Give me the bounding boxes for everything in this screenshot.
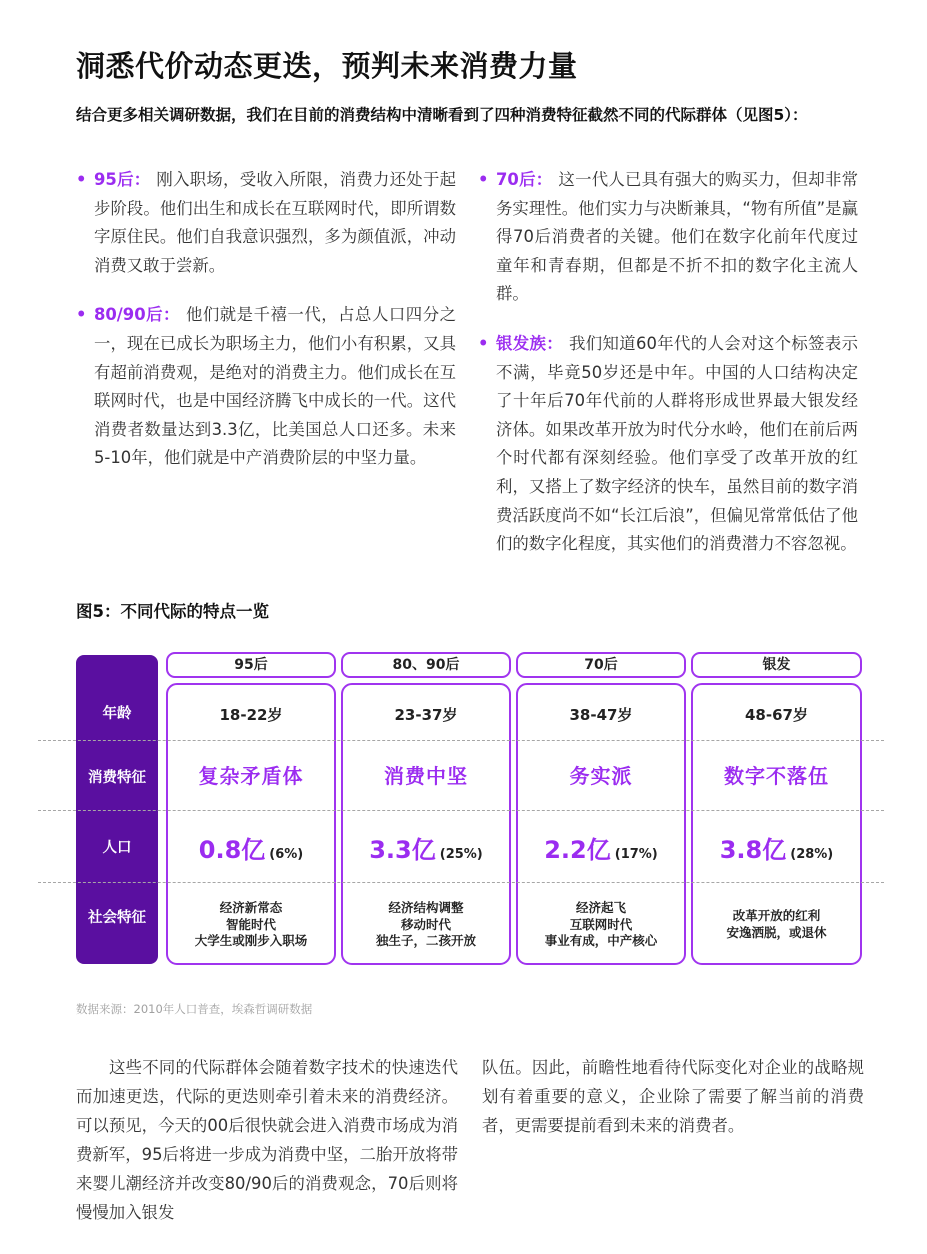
bullet-8090	[76, 301, 456, 473]
social-line: 经济起飞	[575, 900, 626, 915]
population-percent: (25%)	[439, 847, 483, 862]
population-percent: (17%)	[614, 847, 658, 862]
population-number: 0.8亿	[198, 836, 266, 864]
left-column	[76, 166, 456, 494]
bullet-lead: 95后：	[94, 170, 151, 189]
row-label-population: 人口	[102, 840, 132, 856]
social-line: 移动时代	[400, 916, 451, 932]
social-line: 独生子，二孩开放	[375, 933, 476, 948]
bullet-text: 他们就是千禧一代，占总人口四分之一，现在已成长为职场主力，他们小有积累，又具有超前消费观，是绝对的消费主力。他们成长在互联网时代，也是中国经济腾飞中成长的一代。这代消费者数量达到3.3亿，比美国总人口还多。未来5-10年，他们就是中产消费阶层的中坚力量。	[94, 305, 457, 468]
population-value	[691, 830, 862, 865]
bullet-silver	[478, 330, 858, 559]
row-divider	[38, 882, 884, 883]
bullet-dot-icon: •	[76, 170, 87, 189]
social-value	[691, 908, 862, 941]
social-value	[166, 900, 336, 950]
age-value: 38-47岁	[569, 706, 633, 724]
feature-value: 数字不落伍	[724, 764, 829, 788]
social-line: 安逸洒脱，或退休	[726, 924, 827, 940]
column-header-silver: 银发	[691, 652, 862, 678]
bullet-lead: 80/90后：	[94, 305, 180, 325]
age-value: 48-67岁	[745, 706, 808, 724]
right-column	[478, 166, 858, 580]
bullet-dot-icon: •	[478, 333, 489, 353]
closing-paragraph-right: 队伍。因此，前瞻性地看待代际变化对企业的战略规划有着重要的意义，企业除了需要了解当前的消费者，更需要提前看到未来的消费者。	[482, 1058, 864, 1135]
bullet-text: 刚入职场，受收入所限，消费力还处于起步阶段。他们出生和成长在互联网时代，即所谓数字原住民。他们自我意识强烈，多为颜值派，冲动消费又敢于尝新。	[94, 170, 457, 275]
bullet-70	[478, 166, 858, 309]
population-number: 2.2亿	[544, 836, 611, 864]
row-label-feature: 消费特征	[88, 770, 146, 786]
closing-paragraph-left: 这些不同的代际群体会随着数字技术的快速迭代而加速更迭，代际的更迭则牵引着未来的消费经济。可以预见，今天的00后很快就会进入消费市场成为消费新军，95后将进一步成为消费中坚，二胎开放将带来婴儿潮经济并改变80/90后的消费观念，70后则将慢慢加入银发	[76, 1058, 458, 1222]
population-value	[166, 830, 336, 865]
column-header-8090: 80、90后	[341, 652, 511, 678]
row-divider	[38, 810, 884, 811]
row-label-social: 社会特征	[88, 910, 146, 926]
bullet-text: 我们知道60年代的人会对这个标签表示不满，毕竟50岁还是中年。中国的人口结构决定了十年后70年代前的人群将形成世界最大银发经济体。如果改革开放为时代分水岭，他们在前后两个时代都有深刻经验。他们享受了改革开放的红利，又搭上了数字经济的快车，虽然目前的数字消费活跃度尚不如“长江后浪”，但偏见常常低估了他们的数字化程度，其实他们的消费潜力不容忽视。	[496, 333, 858, 554]
population-percent: (28%)	[790, 847, 834, 862]
social-line: 事业有成，中产核心	[544, 933, 658, 948]
population-number: 3.8亿	[719, 836, 787, 864]
age-value: 18-22岁	[219, 706, 283, 724]
social-value	[341, 900, 511, 950]
social-line: 改革开放的红利	[732, 908, 821, 923]
population-number: 3.3亿	[369, 836, 436, 864]
social-line: 经济新常态	[219, 900, 283, 915]
feature-value: 复杂矛盾体	[198, 764, 304, 788]
page-subtitle: 结合更多相关调研数据，我们在目前的消费结构中清晰看到了四种消费特征截然不同的代际群体（见图5）：	[76, 106, 808, 124]
bullet-dot-icon: •	[478, 170, 489, 189]
figure-title: 图5：不同代际的特点一览	[76, 602, 269, 621]
social-line: 互联网时代	[569, 916, 633, 932]
age-value: 23-37岁	[394, 706, 458, 724]
bullet-text: 这一代人已具有强大的购买力，但却非常务实理性。他们实力与决断兼具，“物有所值”是赢得70后消费者的关键。他们在数字化前年代度过童年和青春期，但都是不折不扣的数字化主流人群。	[496, 170, 859, 304]
social-line: 智能时代	[225, 916, 276, 932]
social-value	[516, 900, 686, 950]
bullet-95	[76, 166, 456, 280]
page-title: 洞悉代价动态更迭，预判未来消费力量	[76, 49, 578, 83]
social-line: 大学生或刚步入职场	[194, 933, 308, 948]
feature-value: 消费中坚	[384, 764, 468, 788]
bullet-dot-icon: •	[76, 305, 87, 325]
row-divider	[38, 740, 884, 741]
row-label-age: 年龄	[102, 706, 132, 722]
column-header-95: 95后	[166, 652, 336, 678]
feature-value: 务实派	[569, 764, 633, 788]
population-value	[516, 830, 686, 865]
bullet-lead: 70后：	[496, 170, 553, 189]
population-percent: (6%)	[269, 847, 304, 862]
bullet-lead: 银发族：	[496, 333, 564, 353]
population-value	[341, 830, 511, 865]
data-source-note: 数据来源：2010年人口普查，埃森哲调研数据	[76, 1002, 313, 1016]
column-header-70: 70后	[516, 652, 686, 678]
social-line: 经济结构调整	[388, 900, 464, 915]
